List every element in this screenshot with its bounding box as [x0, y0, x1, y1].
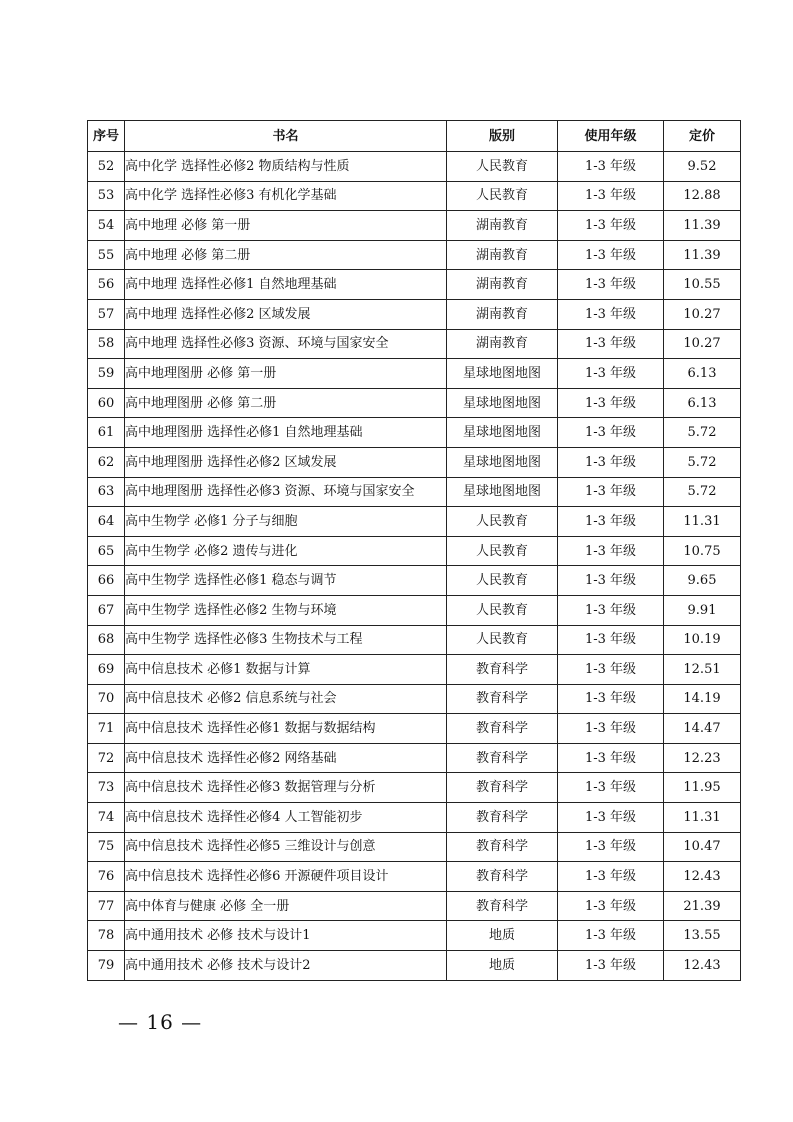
table-row [88, 270, 741, 300]
cell-book-name: 高中信息技术 选择性必修2 网络基础 [125, 743, 447, 773]
cell-price: 11.31 [664, 803, 741, 833]
cell-grade: 1-3 年级 [558, 773, 664, 803]
cell-price: 12.51 [664, 655, 741, 685]
cell-price: 6.13 [664, 388, 741, 418]
cell-publisher: 教育科学 [447, 862, 558, 892]
table-row [88, 714, 741, 744]
cell-grade: 1-3 年级 [558, 152, 664, 182]
table-row [88, 536, 741, 566]
table-row [88, 447, 741, 477]
cell-grade: 1-3 年级 [558, 418, 664, 448]
cell-price: 5.72 [664, 418, 741, 448]
cell-publisher: 湖南教育 [447, 211, 558, 241]
cell-grade: 1-3 年级 [558, 211, 664, 241]
cell-no: 64 [88, 507, 125, 537]
cell-publisher: 人民教育 [447, 152, 558, 182]
cell-publisher: 湖南教育 [447, 329, 558, 359]
cell-publisher: 湖南教育 [447, 299, 558, 329]
cell-no: 75 [88, 832, 125, 862]
cell-no: 72 [88, 743, 125, 773]
cell-no: 54 [88, 211, 125, 241]
cell-book-name: 高中地理 选择性必修1 自然地理基础 [125, 270, 447, 300]
table-row [88, 832, 741, 862]
table-row [88, 477, 741, 507]
cell-price: 12.43 [664, 862, 741, 892]
cell-publisher: 教育科学 [447, 891, 558, 921]
cell-no: 73 [88, 773, 125, 803]
cell-book-name: 高中地理图册 必修 第二册 [125, 388, 447, 418]
cell-no: 63 [88, 477, 125, 507]
table-row [88, 625, 741, 655]
cell-grade: 1-3 年级 [558, 862, 664, 892]
page-number: — 16 — [118, 1010, 203, 1034]
cell-book-name: 高中地理图册 选择性必修2 区域发展 [125, 447, 447, 477]
cell-no: 77 [88, 891, 125, 921]
cell-no: 58 [88, 329, 125, 359]
cell-no: 55 [88, 240, 125, 270]
cell-publisher: 人民教育 [447, 536, 558, 566]
cell-no: 52 [88, 152, 125, 182]
cell-price: 12.88 [664, 181, 741, 211]
cell-no: 76 [88, 862, 125, 892]
textbook-price-table [87, 120, 741, 981]
cell-no: 61 [88, 418, 125, 448]
cell-book-name: 高中地理图册 选择性必修3 资源、环境与国家安全 [125, 477, 447, 507]
cell-publisher: 人民教育 [447, 625, 558, 655]
cell-grade: 1-3 年级 [558, 743, 664, 773]
cell-book-name: 高中地理 选择性必修2 区域发展 [125, 299, 447, 329]
cell-price: 12.43 [664, 951, 741, 981]
table-row [88, 891, 741, 921]
cell-publisher: 湖南教育 [447, 270, 558, 300]
cell-book-name: 高中生物学 必修2 遗传与进化 [125, 536, 447, 566]
cell-grade: 1-3 年级 [558, 507, 664, 537]
cell-price: 11.95 [664, 773, 741, 803]
header-price: 定价 [664, 121, 741, 152]
table-row [88, 803, 741, 833]
cell-no: 78 [88, 921, 125, 951]
table-header-row [88, 121, 741, 152]
table-row [88, 211, 741, 241]
table-row [88, 951, 741, 981]
cell-price: 9.91 [664, 595, 741, 625]
cell-publisher: 人民教育 [447, 507, 558, 537]
table-row [88, 507, 741, 537]
cell-grade: 1-3 年级 [558, 329, 664, 359]
cell-publisher: 人民教育 [447, 595, 558, 625]
cell-book-name: 高中信息技术 选择性必修5 三维设计与创意 [125, 832, 447, 862]
cell-publisher: 教育科学 [447, 803, 558, 833]
table-row [88, 743, 741, 773]
cell-publisher: 星球地图地图 [447, 359, 558, 389]
cell-price: 10.27 [664, 299, 741, 329]
cell-grade: 1-3 年级 [558, 477, 664, 507]
cell-book-name: 高中信息技术 必修2 信息系统与社会 [125, 684, 447, 714]
cell-grade: 1-3 年级 [558, 359, 664, 389]
cell-book-name: 高中体育与健康 必修 全一册 [125, 891, 447, 921]
cell-book-name: 高中地理 必修 第一册 [125, 211, 447, 241]
table-row [88, 388, 741, 418]
cell-price: 10.47 [664, 832, 741, 862]
cell-book-name: 高中生物学 选择性必修3 生物技术与工程 [125, 625, 447, 655]
table-body [88, 152, 741, 981]
cell-grade: 1-3 年级 [558, 655, 664, 685]
table-row [88, 329, 741, 359]
cell-no: 74 [88, 803, 125, 833]
cell-price: 10.19 [664, 625, 741, 655]
cell-grade: 1-3 年级 [558, 951, 664, 981]
cell-book-name: 高中地理图册 必修 第一册 [125, 359, 447, 389]
cell-book-name: 高中信息技术 选择性必修1 数据与数据结构 [125, 714, 447, 744]
cell-no: 68 [88, 625, 125, 655]
cell-price: 11.31 [664, 507, 741, 537]
table-row [88, 418, 741, 448]
cell-no: 59 [88, 359, 125, 389]
cell-book-name: 高中信息技术 必修1 数据与计算 [125, 655, 447, 685]
cell-book-name: 高中化学 选择性必修3 有机化学基础 [125, 181, 447, 211]
cell-grade: 1-3 年级 [558, 240, 664, 270]
cell-grade: 1-3 年级 [558, 625, 664, 655]
cell-price: 12.23 [664, 743, 741, 773]
table-row [88, 299, 741, 329]
cell-book-name: 高中生物学 选择性必修1 稳态与调节 [125, 566, 447, 596]
cell-publisher: 星球地图地图 [447, 447, 558, 477]
cell-grade: 1-3 年级 [558, 566, 664, 596]
cell-publisher: 人民教育 [447, 566, 558, 596]
cell-no: 67 [88, 595, 125, 625]
cell-no: 53 [88, 181, 125, 211]
cell-publisher: 教育科学 [447, 655, 558, 685]
cell-no: 65 [88, 536, 125, 566]
cell-grade: 1-3 年级 [558, 684, 664, 714]
cell-publisher: 教育科学 [447, 714, 558, 744]
cell-price: 5.72 [664, 477, 741, 507]
header-grade: 使用年级 [558, 121, 664, 152]
cell-no: 69 [88, 655, 125, 685]
table-row [88, 921, 741, 951]
cell-grade: 1-3 年级 [558, 832, 664, 862]
cell-price: 5.72 [664, 447, 741, 477]
table-row [88, 359, 741, 389]
table-row [88, 655, 741, 685]
cell-price: 14.47 [664, 714, 741, 744]
cell-grade: 1-3 年级 [558, 270, 664, 300]
cell-no: 79 [88, 951, 125, 981]
cell-grade: 1-3 年级 [558, 388, 664, 418]
table-row [88, 240, 741, 270]
cell-publisher: 湖南教育 [447, 240, 558, 270]
cell-book-name: 高中地理 选择性必修3 资源、环境与国家安全 [125, 329, 447, 359]
cell-price: 6.13 [664, 359, 741, 389]
cell-price: 9.52 [664, 152, 741, 182]
cell-price: 11.39 [664, 211, 741, 241]
cell-grade: 1-3 年级 [558, 181, 664, 211]
cell-price: 14.19 [664, 684, 741, 714]
header-publisher: 版别 [447, 121, 558, 152]
cell-grade: 1-3 年级 [558, 447, 664, 477]
table-row [88, 773, 741, 803]
cell-publisher: 星球地图地图 [447, 388, 558, 418]
table-row [88, 684, 741, 714]
cell-price: 13.55 [664, 921, 741, 951]
cell-price: 11.39 [664, 240, 741, 270]
cell-book-name: 高中化学 选择性必修2 物质结构与性质 [125, 152, 447, 182]
cell-no: 62 [88, 447, 125, 477]
cell-price: 10.27 [664, 329, 741, 359]
cell-no: 56 [88, 270, 125, 300]
cell-book-name: 高中通用技术 必修 技术与设计2 [125, 951, 447, 981]
cell-grade: 1-3 年级 [558, 891, 664, 921]
table-row [88, 595, 741, 625]
cell-publisher: 地质 [447, 921, 558, 951]
cell-no: 71 [88, 714, 125, 744]
cell-grade: 1-3 年级 [558, 299, 664, 329]
cell-book-name: 高中通用技术 必修 技术与设计1 [125, 921, 447, 951]
cell-price: 9.65 [664, 566, 741, 596]
cell-publisher: 教育科学 [447, 743, 558, 773]
table-row [88, 862, 741, 892]
cell-grade: 1-3 年级 [558, 921, 664, 951]
cell-book-name: 高中信息技术 选择性必修3 数据管理与分析 [125, 773, 447, 803]
header-no: 序号 [88, 121, 125, 152]
cell-book-name: 高中生物学 必修1 分子与细胞 [125, 507, 447, 537]
cell-book-name: 高中信息技术 选择性必修6 开源硬件项目设计 [125, 862, 447, 892]
cell-publisher: 教育科学 [447, 832, 558, 862]
cell-book-name: 高中地理图册 选择性必修1 自然地理基础 [125, 418, 447, 448]
table-row [88, 566, 741, 596]
cell-price: 10.75 [664, 536, 741, 566]
cell-no: 70 [88, 684, 125, 714]
cell-price: 10.55 [664, 270, 741, 300]
cell-no: 66 [88, 566, 125, 596]
cell-no: 60 [88, 388, 125, 418]
cell-publisher: 教育科学 [447, 684, 558, 714]
table-row [88, 181, 741, 211]
header-name: 书名 [125, 121, 447, 152]
cell-book-name: 高中生物学 选择性必修2 生物与环境 [125, 595, 447, 625]
cell-grade: 1-3 年级 [558, 595, 664, 625]
cell-book-name: 高中地理 必修 第二册 [125, 240, 447, 270]
cell-grade: 1-3 年级 [558, 714, 664, 744]
cell-publisher: 人民教育 [447, 181, 558, 211]
table-row [88, 152, 741, 182]
cell-publisher: 星球地图地图 [447, 418, 558, 448]
cell-publisher: 地质 [447, 951, 558, 981]
cell-grade: 1-3 年级 [558, 536, 664, 566]
cell-publisher: 星球地图地图 [447, 477, 558, 507]
cell-publisher: 教育科学 [447, 773, 558, 803]
cell-price: 21.39 [664, 891, 741, 921]
cell-no: 57 [88, 299, 125, 329]
cell-grade: 1-3 年级 [558, 803, 664, 833]
cell-book-name: 高中信息技术 选择性必修4 人工智能初步 [125, 803, 447, 833]
